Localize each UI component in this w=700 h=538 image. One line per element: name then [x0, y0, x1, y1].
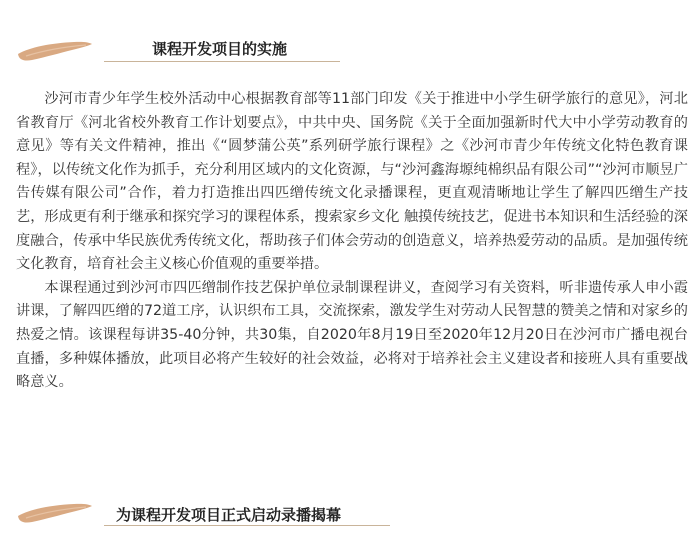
article-body	[16, 88, 688, 395]
brush-stroke-icon	[16, 500, 94, 524]
brush-stroke-icon	[16, 38, 94, 62]
section-heading-1	[0, 30, 700, 70]
section-title: 为课程开发项目正式启动录播揭幕	[116, 506, 342, 524]
paragraph: 沙河市青少年学生校外活动中心根据教育部等11部门印发《关于推进中小学生研学旅行的意见》，河北省教育厅《河北省校外教育工作计划要点》，中共中央、国务院《关于全面加强新时代大中小学劳动教育的意见》等有关文件精神，推出《“圆梦蒲公英”系列研学旅行课程》之《沙河市青少年传统文化特色教育课程》，以传统文化作为抓手，充分利用区域内的文化资源，与“沙河鑫海塬纯棉织品有限公司”“沙河市顺昱广告传媒有限公司”合作，着力打造推出四匹缯传统文化录播课程，更直观清晰地让学生了解四匹缯生产技艺，形成更有利于继承和探究学习的课程体系，搜索家乡文化 触摸传统技艺，促进书本知识和生活经验的深度融合，传承中华民族优秀传统文化，帮助孩子们体会劳动的创造意义，培养热爱劳动的品质。是加强传统文化教育，培育社会主义核心价值观的重要举措。	[16, 91, 688, 273]
section-divider	[104, 525, 390, 526]
section-divider	[104, 61, 340, 62]
paragraph: 本课程通过到沙河市四匹缯制作技艺保护单位录制课程讲义，查阅学习有关资料，听非遗传承人申小霞讲课，了解四匹缯的72道工序，认识织布工具，交流探索，激发学生对劳动人民智慧的赞美之情和对家乡的热爱之情。该课程每讲35-40分钟，共30集，自2020年8月19日至2020年12月20日在沙河市广播电视台直播，多种媒体播放，此项目必将产生较好的社会效益，必将对于培养社会主义建设者和接班人具有重要战略意义。	[16, 279, 688, 391]
section-heading-2	[0, 490, 700, 530]
section-title: 课程开发项目的实施	[152, 40, 288, 58]
